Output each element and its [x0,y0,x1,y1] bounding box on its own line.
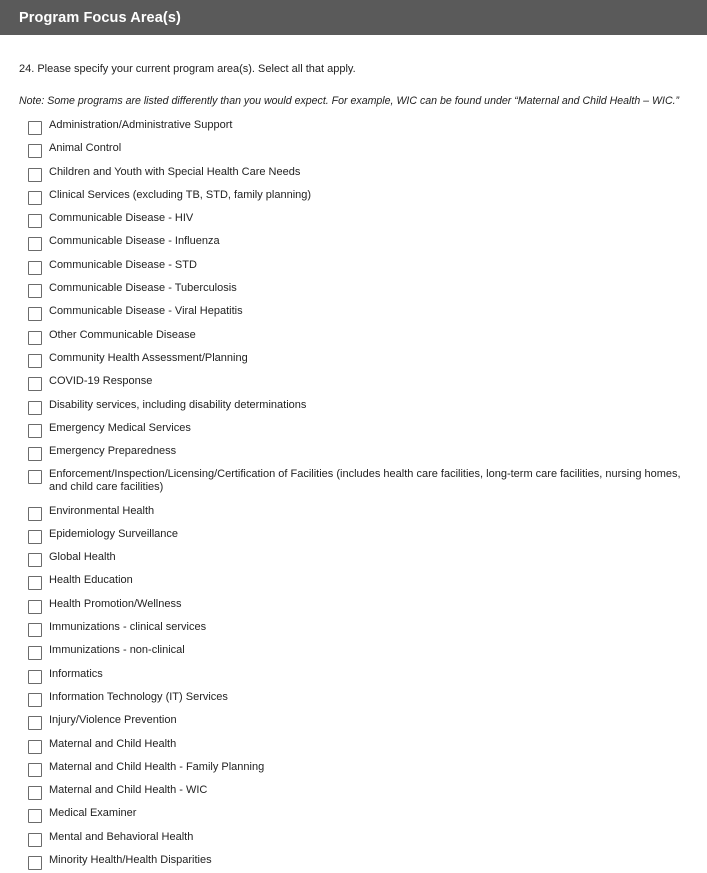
option-label[interactable]: COVID-19 Response [49,375,153,387]
option-checkbox[interactable] [28,354,42,368]
option-checkbox[interactable] [28,307,42,321]
option-checkbox[interactable] [28,261,42,275]
section-header [0,0,707,35]
option-label[interactable]: Communicable Disease - HIV [49,212,194,224]
option-label[interactable]: Children and Youth with Special Health Care Needs [49,166,301,178]
option-label[interactable]: Maternal and Child Health - Family Planning [49,761,265,773]
option-label[interactable]: Enforcement/Inspection/Licensing/Certification of Facilities (includes health care facilities, long-term care facilities, nursing homes, and child care facilities) [49,468,681,493]
option-label[interactable]: Clinical Services (excluding TB, STD, family planning) [49,189,312,201]
option-label[interactable]: Emergency Preparedness [49,445,177,457]
option-label[interactable]: Emergency Medical Services [49,422,191,434]
option-label[interactable]: Animal Control [49,142,122,154]
option-label[interactable]: Community Health Assessment/Planning [49,352,248,364]
option-checkbox[interactable] [28,786,42,800]
option-checkbox[interactable] [28,121,42,135]
option-checkbox[interactable] [28,670,42,684]
option-label[interactable]: Information Technology (IT) Services [49,691,228,703]
option-label[interactable]: Administration/Administrative Support [49,119,233,131]
option-label[interactable]: Communicable Disease - Tuberculosis [49,282,237,294]
option-checkbox[interactable] [28,214,42,228]
option-checkbox[interactable] [28,168,42,182]
option-checkbox[interactable] [28,401,42,415]
option-label[interactable]: Epidemiology Surveillance [49,528,179,540]
option-checkbox[interactable] [28,447,42,461]
option-checkbox[interactable] [28,716,42,730]
option-label[interactable]: Communicable Disease - Viral Hepatitis [49,305,243,317]
option-label[interactable]: Immunizations - clinical services [49,621,207,633]
option-checkbox[interactable] [28,763,42,777]
option-checkbox[interactable] [28,740,42,754]
option-checkbox[interactable] [28,144,42,158]
option-checkbox[interactable] [28,600,42,614]
option-checkbox[interactable] [28,646,42,660]
option-label[interactable]: Informatics [49,668,103,680]
option-label[interactable]: Injury/Violence Prevention [49,714,177,726]
option-label[interactable]: Communicable Disease - Influenza [49,235,220,247]
option-checkbox[interactable] [28,856,42,870]
option-label[interactable]: Minority Health/Health Disparities [49,854,212,866]
option-checkbox[interactable] [28,191,42,205]
note-text: Note: Some programs are listed differently than you would expect. For example, WIC can be found under “Maternal and Child Health – WIC.” [19,95,680,107]
option-label[interactable]: Maternal and Child Health - WIC [49,784,208,796]
option-checkbox[interactable] [28,693,42,707]
option-checkbox[interactable] [28,576,42,590]
option-label[interactable]: Global Health [49,551,116,563]
option-label[interactable]: Maternal and Child Health [49,738,177,750]
option-checkbox[interactable] [28,809,42,823]
option-checkbox[interactable] [28,331,42,345]
option-label[interactable]: Mental and Behavioral Health [49,831,194,843]
option-label[interactable]: Environmental Health [49,505,155,517]
option-label[interactable]: Communicable Disease - STD [49,259,197,271]
option-checkbox[interactable] [28,507,42,521]
question-text: 24. Please specify your current program area(s). Select all that apply. [19,63,356,75]
option-checkbox[interactable] [28,377,42,391]
option-label[interactable]: Medical Examiner [49,807,137,819]
option-label[interactable]: Health Education [49,574,133,586]
option-label[interactable]: Other Communicable Disease [49,329,196,341]
option-checkbox[interactable] [28,424,42,438]
option-checkbox[interactable] [28,284,42,298]
option-checkbox[interactable] [28,833,42,847]
option-label[interactable]: Health Promotion/Wellness [49,598,182,610]
option-checkbox[interactable] [28,553,42,567]
option-label[interactable]: Disability services, including disability determinations [49,399,307,411]
option-checkbox[interactable] [28,237,42,251]
option-checkbox[interactable] [28,623,42,637]
option-label[interactable]: Immunizations - non-clinical [49,644,185,656]
option-checkbox[interactable] [28,470,42,484]
option-checkbox[interactable] [28,530,42,544]
section-title: Program Focus Area(s) [19,9,181,26]
